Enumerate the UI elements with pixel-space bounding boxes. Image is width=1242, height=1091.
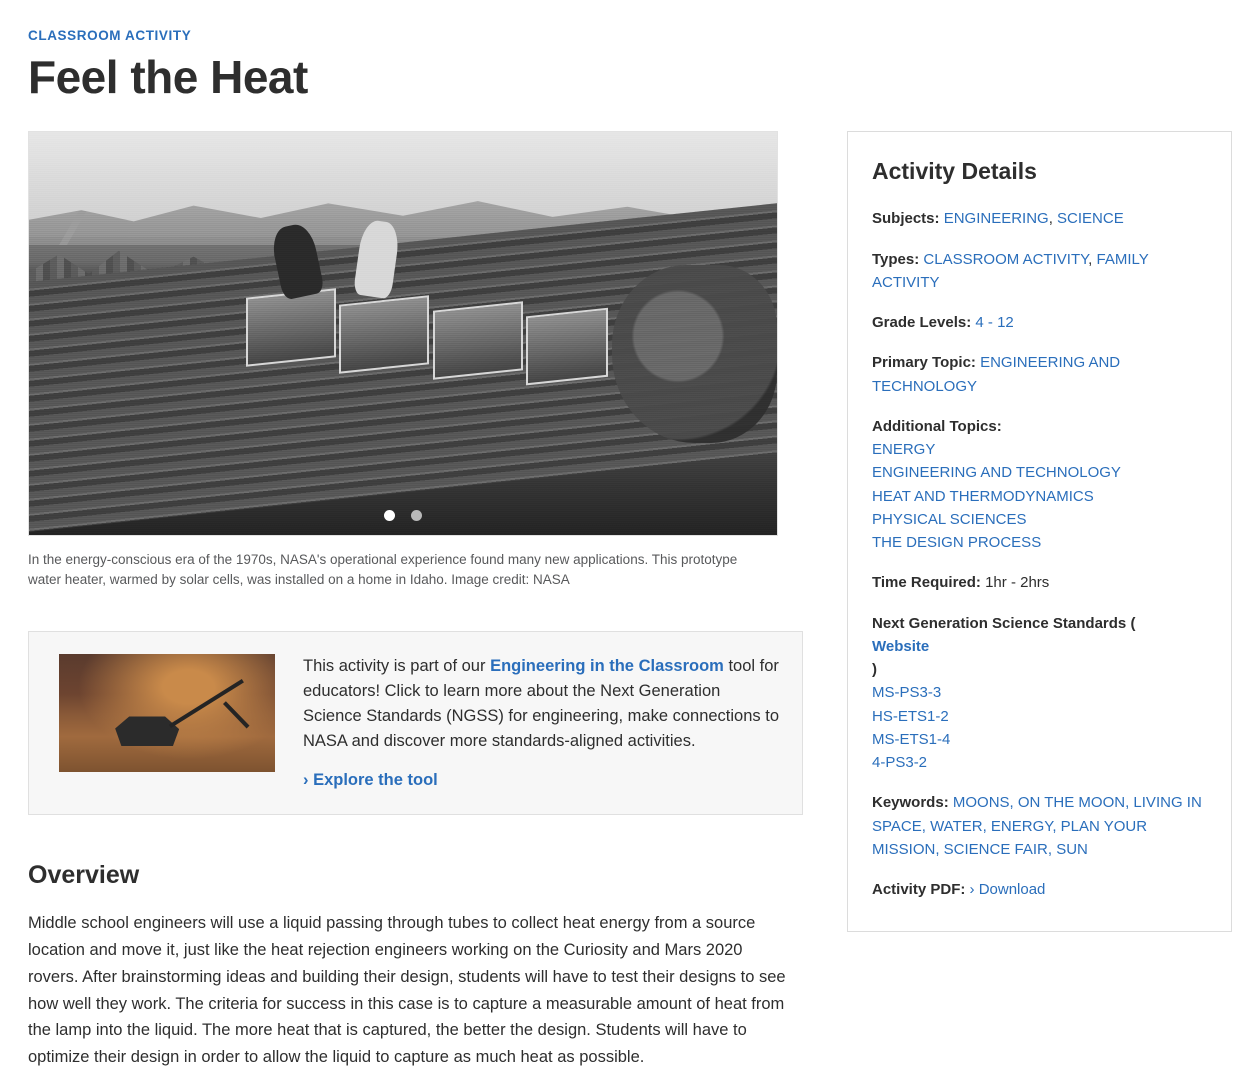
activity-pdf-label: Activity PDF: (872, 881, 966, 899)
overview-heading: Overview (28, 861, 140, 890)
keywords-value[interactable]: MOONS, ON THE MOON, LIVING IN SPACE, WATER, ENERGY, PLAN YOUR MISSION, SCIENCE FAIR, SUN (872, 794, 1202, 858)
lander-arm-upper-shape (223, 701, 249, 728)
detail-grade-levels (872, 311, 1205, 334)
detail-ngss (872, 612, 1205, 775)
types-label: Types: (872, 250, 920, 268)
promo-text-before: This activity is part of our (303, 657, 491, 676)
ngss-website-link[interactable]: Website (872, 637, 930, 655)
types-separator: , (1088, 250, 1097, 268)
promo-content (303, 654, 782, 790)
subject-link-science[interactable]: SCIENCE (1057, 210, 1124, 228)
carousel-dot-1[interactable] (384, 510, 395, 521)
additional-topic-heat-and-thermodynamics[interactable]: HEAT AND THERMODYNAMICS (872, 487, 1094, 505)
activity-details-card (847, 131, 1232, 932)
ngss-standard-ms-ets1-4[interactable]: MS-ETS1-4 (872, 730, 951, 748)
time-required-label: Time Required: (872, 574, 981, 592)
detail-subjects (872, 207, 1205, 230)
mars-lander-shape (115, 716, 179, 746)
activity-details-heading: Activity Details (872, 158, 1037, 185)
main-column (28, 131, 793, 1070)
grade-levels-label: Grade Levels: (872, 314, 972, 332)
photo-grain-overlay (29, 132, 777, 535)
explore-the-tool-link[interactable]: › Explore the tool (303, 771, 438, 790)
sidebar-column (847, 131, 1232, 932)
type-link-family-activity[interactable]: FAMILY ACTIVITY (872, 250, 1149, 291)
image-caption: In the energy-conscious era of the 1970s, NASA's operational experience found many new applications. This prototype water heater, warmed by solar cells, was installed on a home in Idaho. Image credit: NASA (28, 552, 738, 587)
activity-pdf-download-link[interactable]: › Download (969, 881, 1046, 899)
grade-levels-value[interactable]: 4 - 12 (975, 314, 1014, 332)
promo-text (303, 654, 782, 753)
lander-arm-shape (169, 679, 244, 728)
subjects-separator: , (1048, 210, 1058, 228)
detail-time-required (872, 571, 1205, 594)
ngss-standard-ms-ps3-3[interactable]: MS-PS3-3 (872, 684, 942, 702)
ngss-label: Next Generation Science Standards (872, 614, 1127, 632)
subject-link-engineering[interactable]: ENGINEERING (943, 210, 1049, 228)
detail-keywords (872, 791, 1205, 861)
detail-activity-pdf (872, 878, 1205, 901)
promo-thumbnail[interactable] (59, 654, 275, 772)
content-columns (28, 131, 1218, 1070)
carousel-dot-2[interactable] (411, 510, 422, 521)
additional-topic-the-design-process[interactable]: THE DESIGN PROCESS (872, 534, 1042, 552)
image-carousel[interactable] (28, 131, 778, 536)
primary-topic-value[interactable]: ENGINEERING AND TECHNOLOGY (872, 354, 1121, 395)
overview-paragraph: Middle school engineers will use a liquid passing through tubes to collect heat energy from a source location and move it, just like the heat rejection engineers working on the Curiosity and Mars 2020 rovers. After brainstorming ideas and building their design, students will have to test their designs to see how well they work. The criteria for success in this case is to capture a measurable amount of heat from the lamp into the liquid. The more heat that is captured, the better the design. Students will have to optimize their design in order to allow the liquid to capture as much heat as possible. (28, 914, 786, 1067)
subjects-label: Subjects: (872, 210, 940, 228)
primary-topic-label: Primary Topic: (872, 354, 976, 372)
promo-box (28, 631, 803, 815)
additional-topic-engineering-and-technology[interactable]: ENGINEERING AND TECHNOLOGY (872, 464, 1121, 482)
promo-text-after: tool for educators! Click to learn more about the Next Generation Science Standards (NGSS) for engineering, make connections to NASA and discover more standards-aligned activities. (303, 657, 780, 750)
page-eyebrow: CLASSROOM ACTIVITY (28, 28, 192, 43)
additional-topic-physical-sciences[interactable]: PHYSICAL SCIENCES (872, 510, 1027, 528)
carousel-dots[interactable] (29, 510, 777, 521)
ngss-website-close: ) (872, 661, 877, 679)
carousel-image (29, 132, 777, 535)
type-link-classroom-activity[interactable]: CLASSROOM ACTIVITY (923, 250, 1089, 268)
ngss-website-open: ( (1130, 614, 1136, 632)
detail-primary-topic (872, 351, 1205, 398)
additional-topics-label: Additional Topics: (872, 417, 1002, 435)
detail-types (872, 248, 1205, 295)
additional-topic-energy[interactable]: ENERGY (872, 441, 936, 459)
ngss-standard-hs-ets1-2[interactable]: HS-ETS1-2 (872, 707, 949, 725)
time-required-value: 1hr - 2hrs (985, 574, 1050, 592)
page-title: Feel the Heat (28, 51, 308, 103)
engineering-in-the-classroom-link[interactable]: Engineering in the Classroom (490, 657, 724, 676)
detail-additional-topics (872, 415, 1205, 555)
keywords-label: Keywords: (872, 794, 949, 812)
ngss-standard-4-ps3-2[interactable]: 4-PS3-2 (872, 754, 928, 772)
